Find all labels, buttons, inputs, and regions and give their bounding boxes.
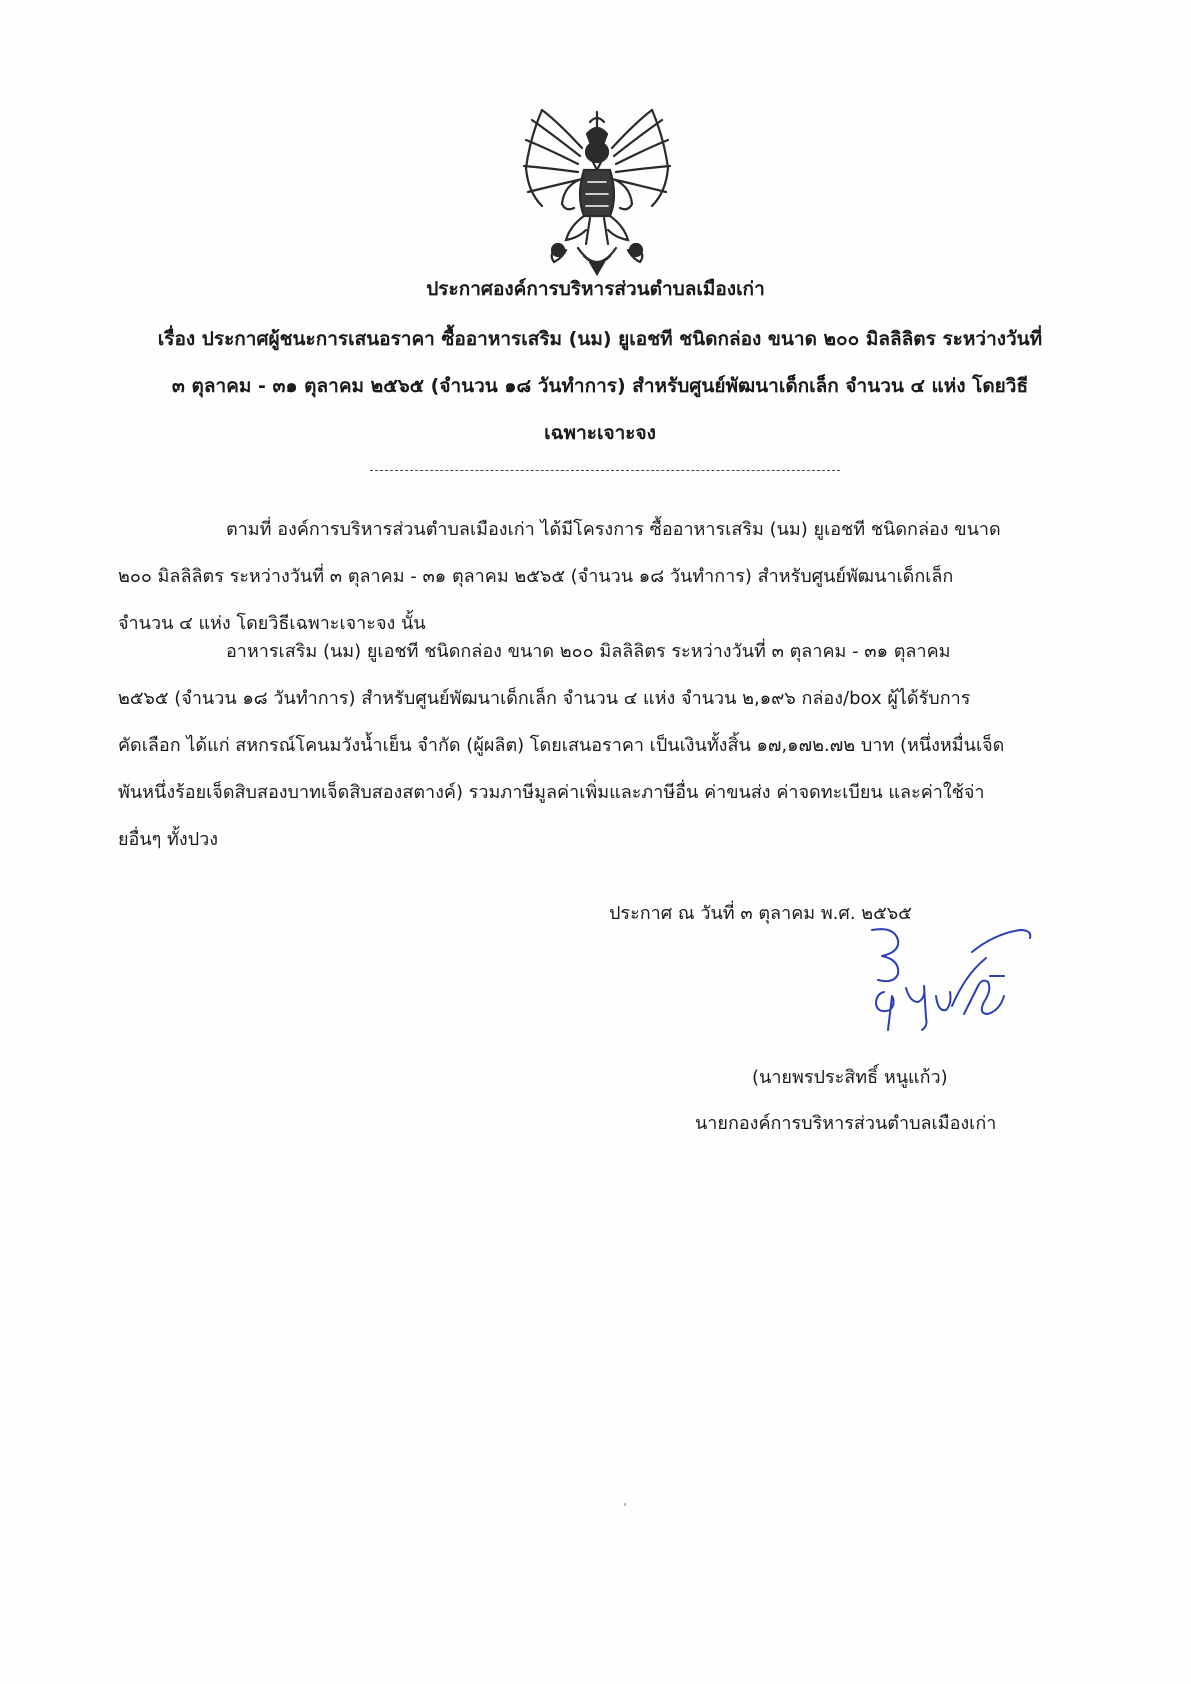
body-paragraph-1 <box>118 506 1100 647</box>
subject-line: เรื่อง ประกาศผู้ชนะการเสนอราคา ซื้ออาหารเสริม (นม) ยูเอชที ชนิดกล่อง ขนาด ๒๐๐ มิลลิลิตร ระหว่างวันที่ <box>157 328 1043 350</box>
paragraph-line: อาหารเสริม (นม) ยูเอชที ชนิดกล่อง ขนาด ๒๐๐ มิลลิลิตร ระหว่างวันที่ ๓ ตุลาคม - ๓๑ ตุลาคม <box>226 641 951 662</box>
dashed-divider <box>370 470 840 471</box>
subject-heading <box>120 326 1080 467</box>
subject-line: ๓ ตุลาคม - ๓๑ ตุลาคม ๒๕๖๕ (จำนวน ๑๘ วันทำการ) สำหรับศูนย์พัฒนาเด็กเล็ก จำนวน ๔ แห่ง โดยวิธี <box>171 375 1029 397</box>
handwritten-signature <box>854 918 1044 1068</box>
paragraph-line: จำนวน ๔ แห่ง โดยวิธีเฉพาะเจาะจง นั้น <box>118 613 426 634</box>
paragraph-line: คัดเลือก ได้แก่ สหกรณ์โคนมวังน้ำเย็น จำกัด (ผู้ผลิต) โดยเสนอราคา เป็นเงินทั้งสิ้น ๑๗,๑๗๒.๗๒ บาท (หนึ่งหมื่นเจ็ด <box>118 735 1005 756</box>
body-paragraph-2 <box>118 628 1100 863</box>
paragraph-line: ตามที่ องค์การบริหารส่วนตำบลเมืองเก่า ได้มีโครงการ ซื้ออาหารเสริม (นม) ยูเอชที ชนิดกล่อง ขนาด <box>226 519 1001 540</box>
scan-speck <box>624 1503 626 1506</box>
subject-line: เฉพาะเจาะจง <box>544 422 656 444</box>
signer-name: (นายพรประสิทธิ์ หนูแก้ว) <box>752 1067 948 1088</box>
garuda-emblem-icon <box>518 108 676 278</box>
signer-position: นายกองค์การบริหารส่วนตำบลเมืองเก่า <box>695 1113 997 1134</box>
announcement-date: ประกาศ ณ วันที่ ๓ ตุลาคม พ.ศ. ๒๕๖๕ <box>609 903 912 924</box>
paragraph-line: ยอื่นๆ ทั้งปวง <box>118 829 219 850</box>
paragraph-line: พันหนึ่งร้อยเจ็ดสิบสองบาทเจ็ดสิบสองสตางค์) รวมภาษีมูลค่าเพิ่มและภาษีอื่น ค่าขนส่ง ค่าจดทะเบียน และค่าใช้จ่า <box>118 782 985 803</box>
paragraph-line: ๒๐๐ มิลลิลิตร ระหว่างวันที่ ๓ ตุลาคม - ๓๑ ตุลาคม ๒๕๖๕ (จำนวน ๑๘ วันทำการ) สำหรับศูนย์พัฒนาเด็กเล็ก <box>118 566 954 587</box>
organization-title: ประกาศองค์การบริหารส่วนตำบลเมืองเก่า <box>426 278 765 300</box>
paragraph-line: ๒๕๖๕ (จำนวน ๑๘ วันทำการ) สำหรับศูนย์พัฒนาเด็กเล็ก จำนวน ๔ แห่ง จำนวน ๒,๑๙๖ กล่อง/box ผู้ได้รับการ <box>118 688 971 709</box>
